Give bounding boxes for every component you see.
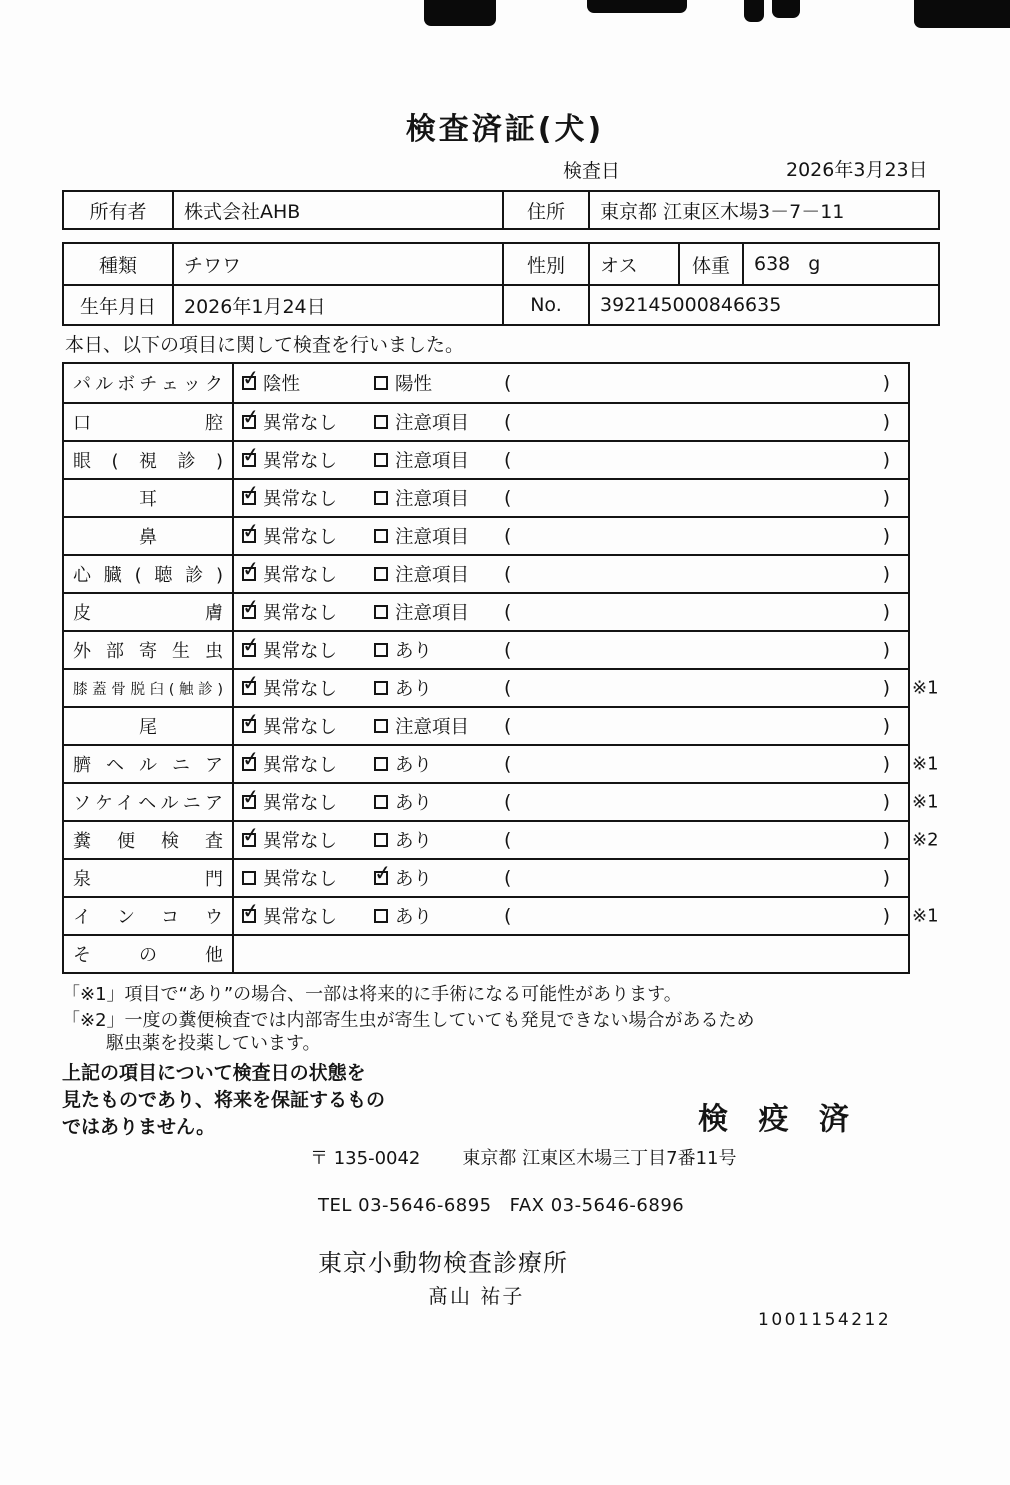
option-1-label: 異常なし: [263, 869, 338, 890]
exam-item-label-cell: [64, 898, 234, 934]
footnote-2-line-2: 駆虫薬を投薬しています。: [106, 1033, 321, 1054]
option-2-label: 注意項目: [395, 565, 470, 586]
checkbox: [374, 833, 388, 847]
footnote-mark: ※1: [912, 905, 939, 927]
exam-item-label-cell: [64, 404, 234, 440]
sex-label: 性別: [502, 244, 588, 284]
address-value: 東京都 江東区木場3－7－11: [588, 192, 938, 228]
option-1-label: 異常なし: [263, 489, 338, 510]
breed-label: 種類: [98, 254, 137, 277]
option-2: [374, 447, 504, 473]
option-1: [240, 556, 374, 587]
notes-field: [504, 563, 908, 585]
footnote-mark: ※1: [912, 677, 939, 699]
weight-unit: g: [808, 253, 821, 275]
exam-row: [64, 782, 939, 820]
exam-item-content: [234, 784, 908, 820]
document-number: 1001154212: [758, 1310, 892, 1330]
notes-field: [504, 372, 908, 394]
postal-address-line: [310, 1144, 736, 1170]
option-1: [240, 442, 374, 473]
disclaimer-line-2: 見たものであり、将来を保証するもの: [62, 1089, 386, 1111]
checkbox: [374, 491, 388, 505]
exam-row: [64, 364, 908, 402]
option-2: [374, 485, 504, 511]
option-1: [240, 746, 374, 777]
notes-field: [504, 867, 908, 889]
exam-row: [64, 478, 908, 516]
notes-field: [504, 905, 908, 927]
checkbox: [240, 784, 261, 810]
option-1-label: 異常なし: [263, 679, 338, 700]
option-1-label: 異常なし: [263, 907, 338, 928]
sex-value: オス: [588, 244, 678, 284]
notes-field: [504, 411, 908, 433]
exam-item-label-cell: [64, 860, 234, 896]
paren-open: (: [504, 411, 512, 433]
exam-item-content: [234, 936, 908, 972]
exam-item-label: 鼻: [139, 527, 157, 548]
weight-label: 体重: [678, 244, 742, 284]
checkbox: [374, 529, 388, 543]
footnote-mark: ※2: [912, 829, 939, 851]
exam-row: [64, 554, 908, 592]
exam-item-label-cell: [64, 518, 234, 554]
check-icon: ✓: [240, 746, 261, 772]
option-2: [374, 599, 504, 625]
check-icon: ✓: [240, 594, 261, 620]
option-2-label: あり: [395, 641, 433, 662]
exam-item-content: [234, 670, 908, 706]
notes-field: [504, 677, 908, 699]
option-2: [374, 409, 504, 435]
notes-field: [504, 753, 908, 775]
checkbox: [374, 415, 388, 429]
option-2-label: 注意項目: [395, 489, 470, 510]
exam-item-label: 尾: [139, 717, 157, 738]
option-1-label: 異常なし: [263, 451, 338, 472]
exam-item-label: パルボチェック: [73, 374, 223, 395]
scan-artifact-bar: [424, 0, 496, 26]
exam-item-content: [234, 860, 908, 896]
option-2: [374, 675, 504, 701]
option-2-label: 注意項目: [395, 451, 470, 472]
paren-open: (: [504, 829, 512, 851]
paren-close: ): [882, 487, 890, 509]
option-2: [374, 561, 504, 587]
clinic-address: 東京都 江東区木場三丁目7番11号: [462, 1148, 737, 1169]
notes-field: [504, 639, 908, 661]
option-1-label: 異常なし: [263, 717, 338, 738]
option-2-label: 陽性: [395, 374, 433, 395]
notes-field: [504, 449, 908, 471]
birthdate-label: 生年月日: [79, 295, 156, 318]
inspection-date-label: 検査日: [563, 160, 621, 182]
checkbox: [374, 453, 388, 467]
footnote-mark: ※1: [912, 753, 939, 775]
check-icon: ✓: [240, 822, 261, 848]
exam-row: [64, 630, 908, 668]
owner-row: [64, 192, 938, 228]
option-1-label: 異常なし: [263, 793, 338, 814]
exam-item-content: [234, 746, 908, 782]
option-1-label: 異常なし: [263, 755, 338, 776]
notes-field: [504, 791, 908, 813]
footnote-1: 「※1」項目で“あり”の場合、一部は将来的に手術になる可能性があります。: [62, 984, 682, 1005]
option-2-label: 注意項目: [395, 413, 470, 434]
option-2: [374, 827, 504, 853]
option-1: [240, 784, 374, 815]
tel-fax-line: [318, 1195, 684, 1216]
paren-close: ): [882, 525, 890, 547]
check-icon: ✓: [240, 480, 261, 506]
checkbox: [240, 518, 261, 544]
option-2-label: あり: [395, 679, 433, 700]
paren-open: (: [504, 753, 512, 775]
paren-close: ): [882, 563, 890, 585]
option-2-label: 注意項目: [395, 603, 470, 624]
exam-row: [64, 858, 908, 896]
exam-item-label: 耳: [139, 489, 157, 510]
weight-value: 638: [754, 253, 791, 275]
paren-close: ): [882, 601, 890, 623]
check-icon: ✓: [240, 365, 261, 391]
option-2-label: あり: [395, 907, 433, 928]
exam-row: [64, 668, 939, 706]
birthdate-value: 2026年1月24日: [172, 286, 502, 324]
exam-item-label-cell: [64, 746, 234, 782]
breed-value: チワワ: [172, 244, 502, 284]
check-icon: ✓: [240, 442, 261, 468]
notes-field: [504, 829, 908, 851]
notes-field: [504, 487, 908, 509]
paren-close: ): [882, 867, 890, 889]
check-icon: ✓: [240, 556, 261, 582]
option-2: [374, 903, 504, 929]
exam-item-content: [234, 518, 908, 554]
option-1: [240, 594, 374, 625]
inspection-date-value: 2026年3月23日: [786, 159, 928, 181]
owner-value: 株式会社AHB: [172, 192, 502, 228]
notes-field: [504, 525, 908, 547]
exam-item-label-cell: [64, 708, 234, 744]
owner-table: [62, 190, 940, 230]
checkbox: [240, 442, 261, 468]
exam-row: [64, 744, 939, 782]
fax-number: FAX 03-5646-6896: [509, 1195, 685, 1216]
exam-item-label: ソケイヘルニア: [73, 793, 223, 814]
option-2-label: あり: [395, 793, 433, 814]
option-2-label: あり: [395, 755, 433, 776]
option-1: [240, 632, 374, 663]
option-1: [240, 404, 374, 435]
disclaimer-statement: [62, 1060, 385, 1141]
option-2: [372, 860, 504, 891]
paren-open: (: [504, 677, 512, 699]
paren-open: (: [504, 449, 512, 471]
option-1: [240, 365, 374, 396]
disclaimer-line-3: ではありません。: [62, 1116, 216, 1138]
signer-name: 髙山 祐子: [428, 1284, 525, 1308]
exam-row: [64, 706, 908, 744]
option-1: [240, 708, 374, 739]
exam-item-label-cell: [64, 632, 234, 668]
check-icon: ✓: [240, 898, 261, 924]
paren-open: (: [504, 372, 512, 394]
checkbox: [240, 632, 261, 658]
tel-number: TEL 03-5646-6895: [318, 1195, 492, 1216]
exam-item-label: 外部寄生虫: [73, 641, 223, 662]
checkbox: [374, 567, 388, 581]
scan-artifact-bar: [914, 0, 1010, 28]
option-2: [374, 637, 504, 663]
paren-close: ): [882, 715, 890, 737]
exam-item-label-cell: [64, 480, 234, 516]
exam-item-label-cell: [64, 556, 234, 592]
exam-row: [64, 402, 908, 440]
exam-item-label: 臍ヘルニア: [73, 755, 223, 776]
paren-open: (: [504, 867, 512, 889]
exam-row: [64, 516, 908, 554]
checkbox: [240, 898, 261, 924]
exam-item-content: [234, 364, 908, 402]
paren-open: (: [504, 639, 512, 661]
check-icon: ✓: [240, 632, 261, 658]
checkbox: [240, 746, 261, 772]
exam-item-content: [234, 480, 908, 516]
disclaimer-line-1: 上記の項目について検査日の状態を: [62, 1062, 366, 1084]
address-label: 住所: [502, 192, 588, 228]
option-1-label: 異常なし: [263, 603, 338, 624]
owner-label: 所有者: [89, 200, 147, 223]
exam-item-label: 糞便検査: [73, 831, 223, 852]
paren-open: (: [504, 487, 512, 509]
exam-item-label: 膝蓋骨脱臼(触診): [73, 681, 223, 698]
option-2: [374, 713, 504, 739]
checkbox: [374, 909, 388, 923]
checkbox: [374, 681, 388, 695]
option-2-label: あり: [395, 869, 433, 890]
info-table: [62, 242, 940, 326]
paren-close: ): [882, 411, 890, 433]
option-2: [374, 370, 504, 396]
checkbox: [374, 795, 388, 809]
exam-item-content: [234, 404, 908, 440]
exam-item-label-cell: [64, 442, 234, 478]
checkbox: [240, 365, 261, 391]
exam-row: [64, 592, 908, 630]
exam-row: [64, 934, 908, 972]
exam-item-label-cell: [64, 784, 234, 820]
checkbox: [374, 757, 388, 771]
quarantine-passed-stamp: 検 疫 済: [698, 1102, 859, 1137]
paren-close: ): [882, 753, 890, 775]
option-1-label: 陰性: [263, 374, 301, 395]
exam-item-label: 心臓(聴診): [73, 565, 223, 586]
option-1-label: 異常なし: [263, 527, 338, 548]
exam-item-label: 泉門: [73, 869, 223, 890]
option-1-label: 異常なし: [263, 565, 338, 586]
paren-open: (: [504, 791, 512, 813]
exam-row: [64, 896, 939, 934]
exam-item-label: 眼(視診): [73, 451, 223, 472]
checkbox: [240, 708, 261, 734]
exam-item-content: [234, 708, 908, 744]
exam-item-content: [234, 594, 908, 630]
postal-code: 〒 135-0042: [310, 1148, 421, 1169]
exam-item-label: インコウ: [73, 907, 223, 928]
no-value: 392145000846635: [588, 286, 938, 324]
paren-close: ): [882, 449, 890, 471]
option-1: [240, 480, 374, 511]
option-1-label: 異常なし: [263, 641, 338, 662]
scan-artifact-bar: [587, 0, 687, 13]
paren-open: (: [504, 525, 512, 547]
check-icon: ✓: [240, 404, 261, 430]
checkbox: [240, 822, 261, 848]
check-icon: ✓: [372, 860, 393, 886]
option-2-label: あり: [395, 831, 433, 852]
exam-item-content: [234, 442, 908, 478]
exam-item-content: [234, 822, 908, 858]
intro-text: 本日、以下の項目に関して検査を行いました。: [65, 334, 465, 356]
exam-item-label-cell: [64, 670, 234, 706]
paren-open: (: [504, 715, 512, 737]
info-row-1: [64, 244, 938, 284]
footnote-2-line-1: 「※2」一度の糞便検査では内部寄生虫が寄生していても発見できない場合があるため: [62, 1010, 755, 1031]
exam-table: [62, 362, 939, 974]
checkbox: [240, 480, 261, 506]
page-title: 検査済証(犬): [405, 112, 605, 147]
check-icon: ✓: [240, 784, 261, 810]
no-label: No.: [502, 286, 588, 324]
checkbox: [374, 376, 388, 390]
option-1-label: 異常なし: [263, 831, 338, 852]
clinic-name: 東京小動物検査診療所: [318, 1249, 568, 1277]
option-2: [374, 751, 504, 777]
paren-open: (: [504, 601, 512, 623]
scan-artifact-bar: [744, 0, 764, 22]
exam-item-label-cell: [64, 364, 234, 402]
paren-close: ): [882, 791, 890, 813]
weight-cell: [742, 244, 938, 284]
exam-item-label: その他: [73, 945, 223, 966]
exam-item-label-cell: [64, 594, 234, 630]
checkbox: [242, 871, 256, 885]
paren-close: ): [882, 372, 890, 394]
option-2: [374, 789, 504, 815]
option-2: [374, 523, 504, 549]
exam-item-label: 皮膚: [73, 603, 223, 624]
checkbox: [374, 719, 388, 733]
check-icon: ✓: [240, 670, 261, 696]
checkbox: [374, 605, 388, 619]
option-2-label: 注意項目: [395, 527, 470, 548]
option-1: [240, 822, 374, 853]
option-1: [240, 898, 374, 929]
paren-close: ): [882, 639, 890, 661]
exam-item-label-cell: [64, 936, 234, 972]
notes-field: [504, 601, 908, 623]
checkbox: [240, 594, 261, 620]
exam-row: [64, 440, 908, 478]
option-1-label: 異常なし: [263, 413, 338, 434]
option-1: [240, 670, 374, 701]
exam-item-label-cell: [64, 822, 234, 858]
checkbox: [240, 404, 261, 430]
option-1: [242, 865, 374, 891]
paren-close: ): [882, 905, 890, 927]
checkbox: [240, 556, 261, 582]
exam-item-label: 口腔: [73, 413, 223, 434]
checkbox: [240, 670, 261, 696]
option-2-label: 注意項目: [395, 717, 470, 738]
exam-item-content: [234, 556, 908, 592]
exam-item-content: [234, 898, 908, 934]
check-icon: ✓: [240, 708, 261, 734]
info-row-2: [64, 284, 938, 324]
notes-field: [504, 715, 908, 737]
checkbox: [372, 860, 393, 886]
paren-close: ): [882, 677, 890, 699]
exam-item-content: [234, 632, 908, 668]
checkbox: [374, 643, 388, 657]
option-1: [240, 518, 374, 549]
paren-open: (: [504, 905, 512, 927]
paren-open: (: [504, 563, 512, 585]
exam-row: [64, 820, 939, 858]
check-icon: ✓: [240, 518, 261, 544]
paren-close: ): [882, 829, 890, 851]
footnote-mark: ※1: [912, 791, 939, 813]
scan-artifact-bar: [772, 0, 800, 18]
